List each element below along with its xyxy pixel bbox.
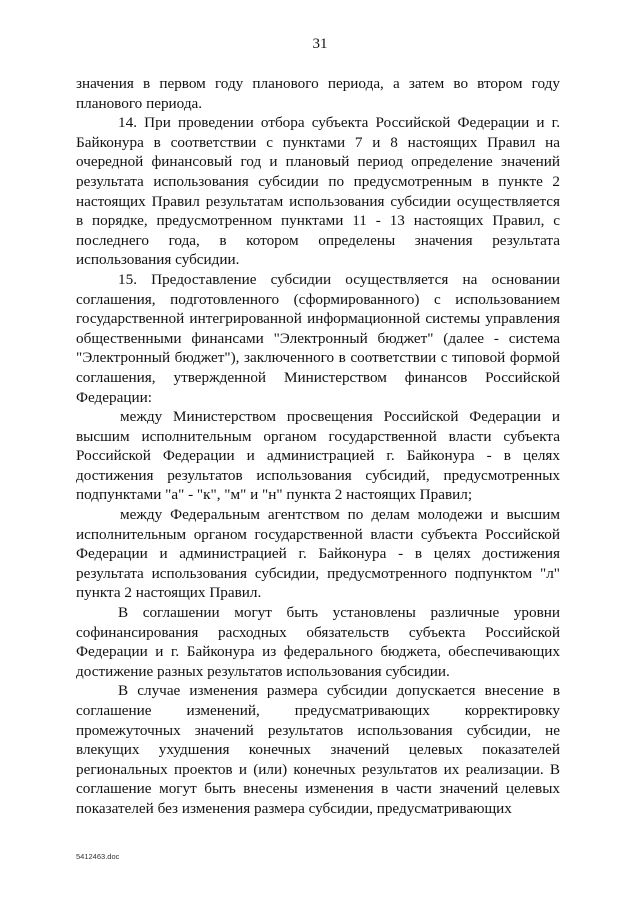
paragraph-cofinancing: В соглашении могут быть установлены различные уровни софинансирования расходных обязательств субъекта Российской Федерации и г. Байконура из федерального бюджета, обеспечивающих достижение разных результатов использования субсидии.	[76, 604, 560, 680]
paragraph-amendments: В случае изменения размера субсидии допускается внесение в соглашение изменений, предусматривающих корректировку промежуточных значений результатов использования субсидии, не влекущих ухудшения конечных значений целевых показателей региональных проектов и (или) конечных результатов их реализации. В соглашение могут быть внесены изменения в части значений целевых показателей без изменения размера субсидии, предусматривающих	[76, 682, 560, 817]
footer-doc-code: 5412463.doc	[76, 852, 120, 861]
paragraph-15-item-agency: между Федеральным агентством по делам молодежи и высшим исполнительным органом государственной власти субъекта Российской Федерации и администрацией г. Байконура - в целях достижения результата использования субсидии, предусмотренного подпунктом "л" пункта 2 настоящих Правил.	[76, 506, 560, 602]
paragraph-15: 15. Предоставление субсидии осуществляется на основании соглашения, подготовленного (сформированного) с использованием государственной интегрированной информационной системы управления общественными финансами "Электронный бюджет" (далее - система "Электронный бюджет"), заключенного в соответствии с типовой формой соглашения, утвержденной Министерством финансов Российской Федерации:	[76, 270, 560, 406]
paragraph-continuation: значения в первом году планового периода, а затем во втором году планового периода.	[76, 75, 560, 112]
page-number: 31	[312, 36, 328, 52]
paragraph-14: 14. При проведении отбора субъекта Российской Федерации и г. Байконура в соответствии с пунктами 7 и 8 настоящих Правил на очередной финансовый год и плановый период определение значений результата использования субсидии по предусмотренным в пункте 2 настоящих Правил результатам использования субсидии осуществляется в порядке, предусмотренном пунктами 11 - 13 настоящих Правил, с последнего года, в котором определены значения результата использования субсидии.	[76, 114, 560, 269]
paragraph-15-item-ministry: между Министерством просвещения Российской Федерации и высшим исполнительным органом государственной власти субъекта Российской Федерации и администрацией г. Байконура - в целях достижения результатов использования субсидий, предусмотренных подпунктами "а" - "к", "м" и "н" пункта 2 настоящих Правил;	[76, 408, 560, 504]
document-body	[76, 74, 560, 819]
